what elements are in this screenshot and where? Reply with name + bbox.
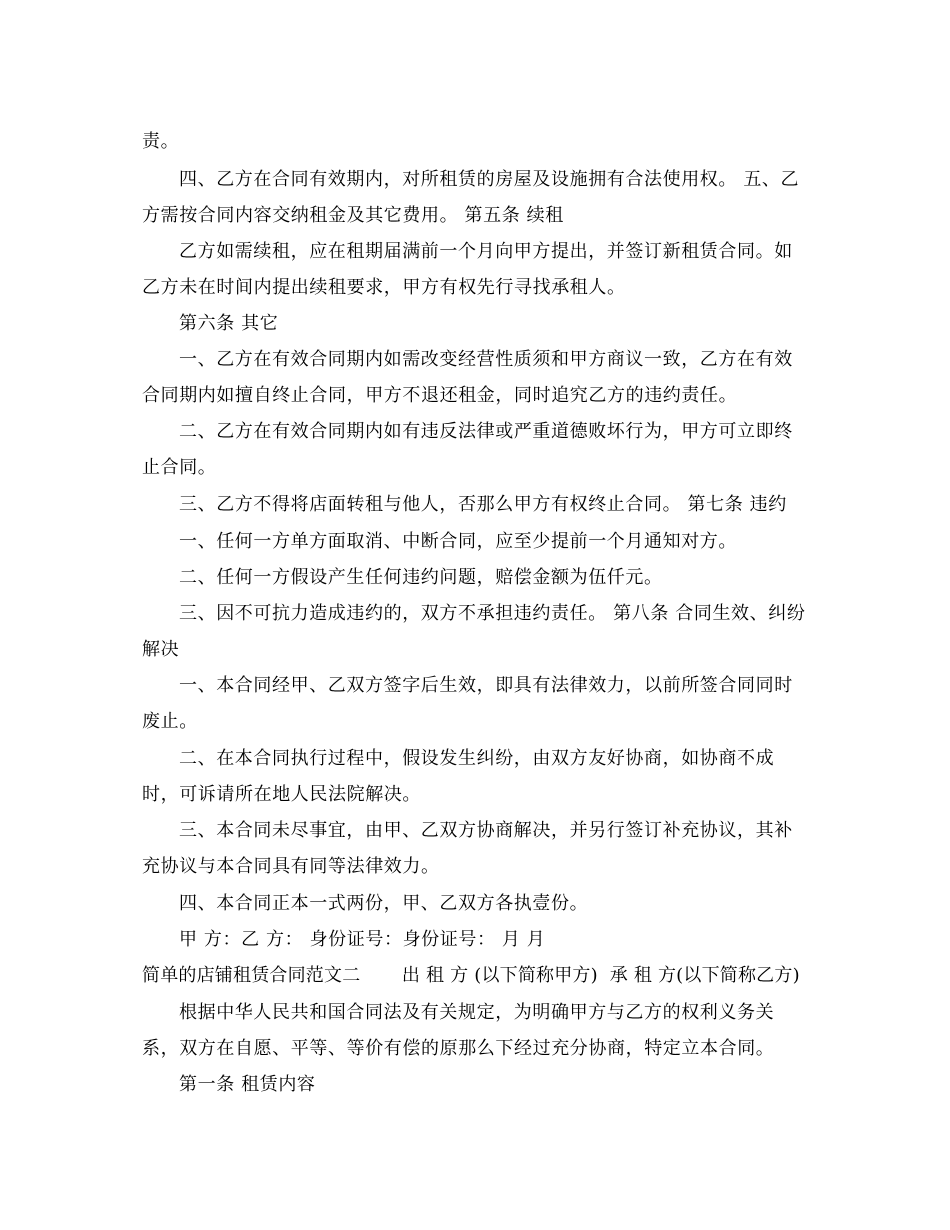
text-line: 二、任何一方假设产生任何违约问题，赔偿金额为伍仟元。 — [179, 567, 663, 588]
text-line: 合同期内如擅自终止合同，甲方不退还租金，同时追究乙方的违约责任。 — [142, 385, 738, 406]
text-line: 二、在本合同执行过程中，假设发生纠纷，由双方友好协商，如协商不成 — [179, 748, 775, 769]
text-line: 时，可诉请所在地人民法院解决。 — [142, 784, 421, 805]
text-line: 三、因不可抗力造成违约的，双方不承担违约责任。 第八条 合同生效、纠纷 — [179, 603, 806, 624]
signature-line: 甲 方：乙 方： 身份证号：身份证号： 月 月 — [179, 929, 546, 950]
text-line: 一、任何一方单方面取消、中断合同，应至少提前一个月通知对方。 — [179, 531, 737, 552]
section-heading: 第一条 租赁内容 — [179, 1074, 316, 1095]
text-line: 二、乙方在有效合同期内如有违反法律或严重道德败坏行为，甲方可立即终 — [179, 421, 793, 442]
text-line: 解决 — [142, 639, 180, 660]
text-line: 一、乙方在有效合同期内如需改变经营性质须和甲方商议一致，乙方在有效 — [179, 349, 793, 370]
section-heading: 第六条 其它 — [179, 313, 279, 334]
text-line: 根据中华人民共和国合同法及有关规定，为明确甲方与乙方的权利义务关 — [179, 1002, 775, 1023]
text-line: 四、乙方在合同有效期内，对所租赁的房屋及设施拥有合法使用权。 五、乙 — [179, 169, 800, 190]
text-line: 四、本合同正本一式两份，甲、乙双方各执壹份。 — [179, 893, 589, 914]
text-line: 方需按合同内容交纳租金及其它费用。 第五条 续租 — [142, 205, 564, 226]
text-line: 废止。 — [142, 711, 198, 732]
text-line: 三、乙方不得将店面转租与他人，否那么甲方有权终止合同。 第七条 违约 — [179, 494, 787, 515]
document-title-line: 简单的店铺租赁合同范文二 出 租 方 (以下简称甲方) 承 租 方(以下简称乙方) — [142, 965, 800, 986]
text-line: 乙方未在时间内提出续租要求，甲方有权先行寻找承租人。 — [142, 277, 626, 298]
text-line: 系，双方在自愿、平等、等价有偿的原那么下经过充分协商，特定立本合同。 — [142, 1038, 775, 1059]
text-line: 乙方如需续租，应在租期届满前一个月向甲方提出，并签订新租赁合同。如 — [179, 241, 793, 262]
text-line: 一、本合同经甲、乙双方签字后生效，即具有法律效力，以前所签合同同时 — [179, 675, 793, 696]
text-line: 止合同。 — [142, 457, 217, 478]
text-line: 三、本合同未尽事宜，由甲、乙双方协商解决，并另行签订补充协议，其补 — [179, 820, 793, 841]
text-line: 责。 — [142, 131, 180, 152]
text-line: 充协议与本合同具有同等法律效力。 — [142, 856, 440, 877]
